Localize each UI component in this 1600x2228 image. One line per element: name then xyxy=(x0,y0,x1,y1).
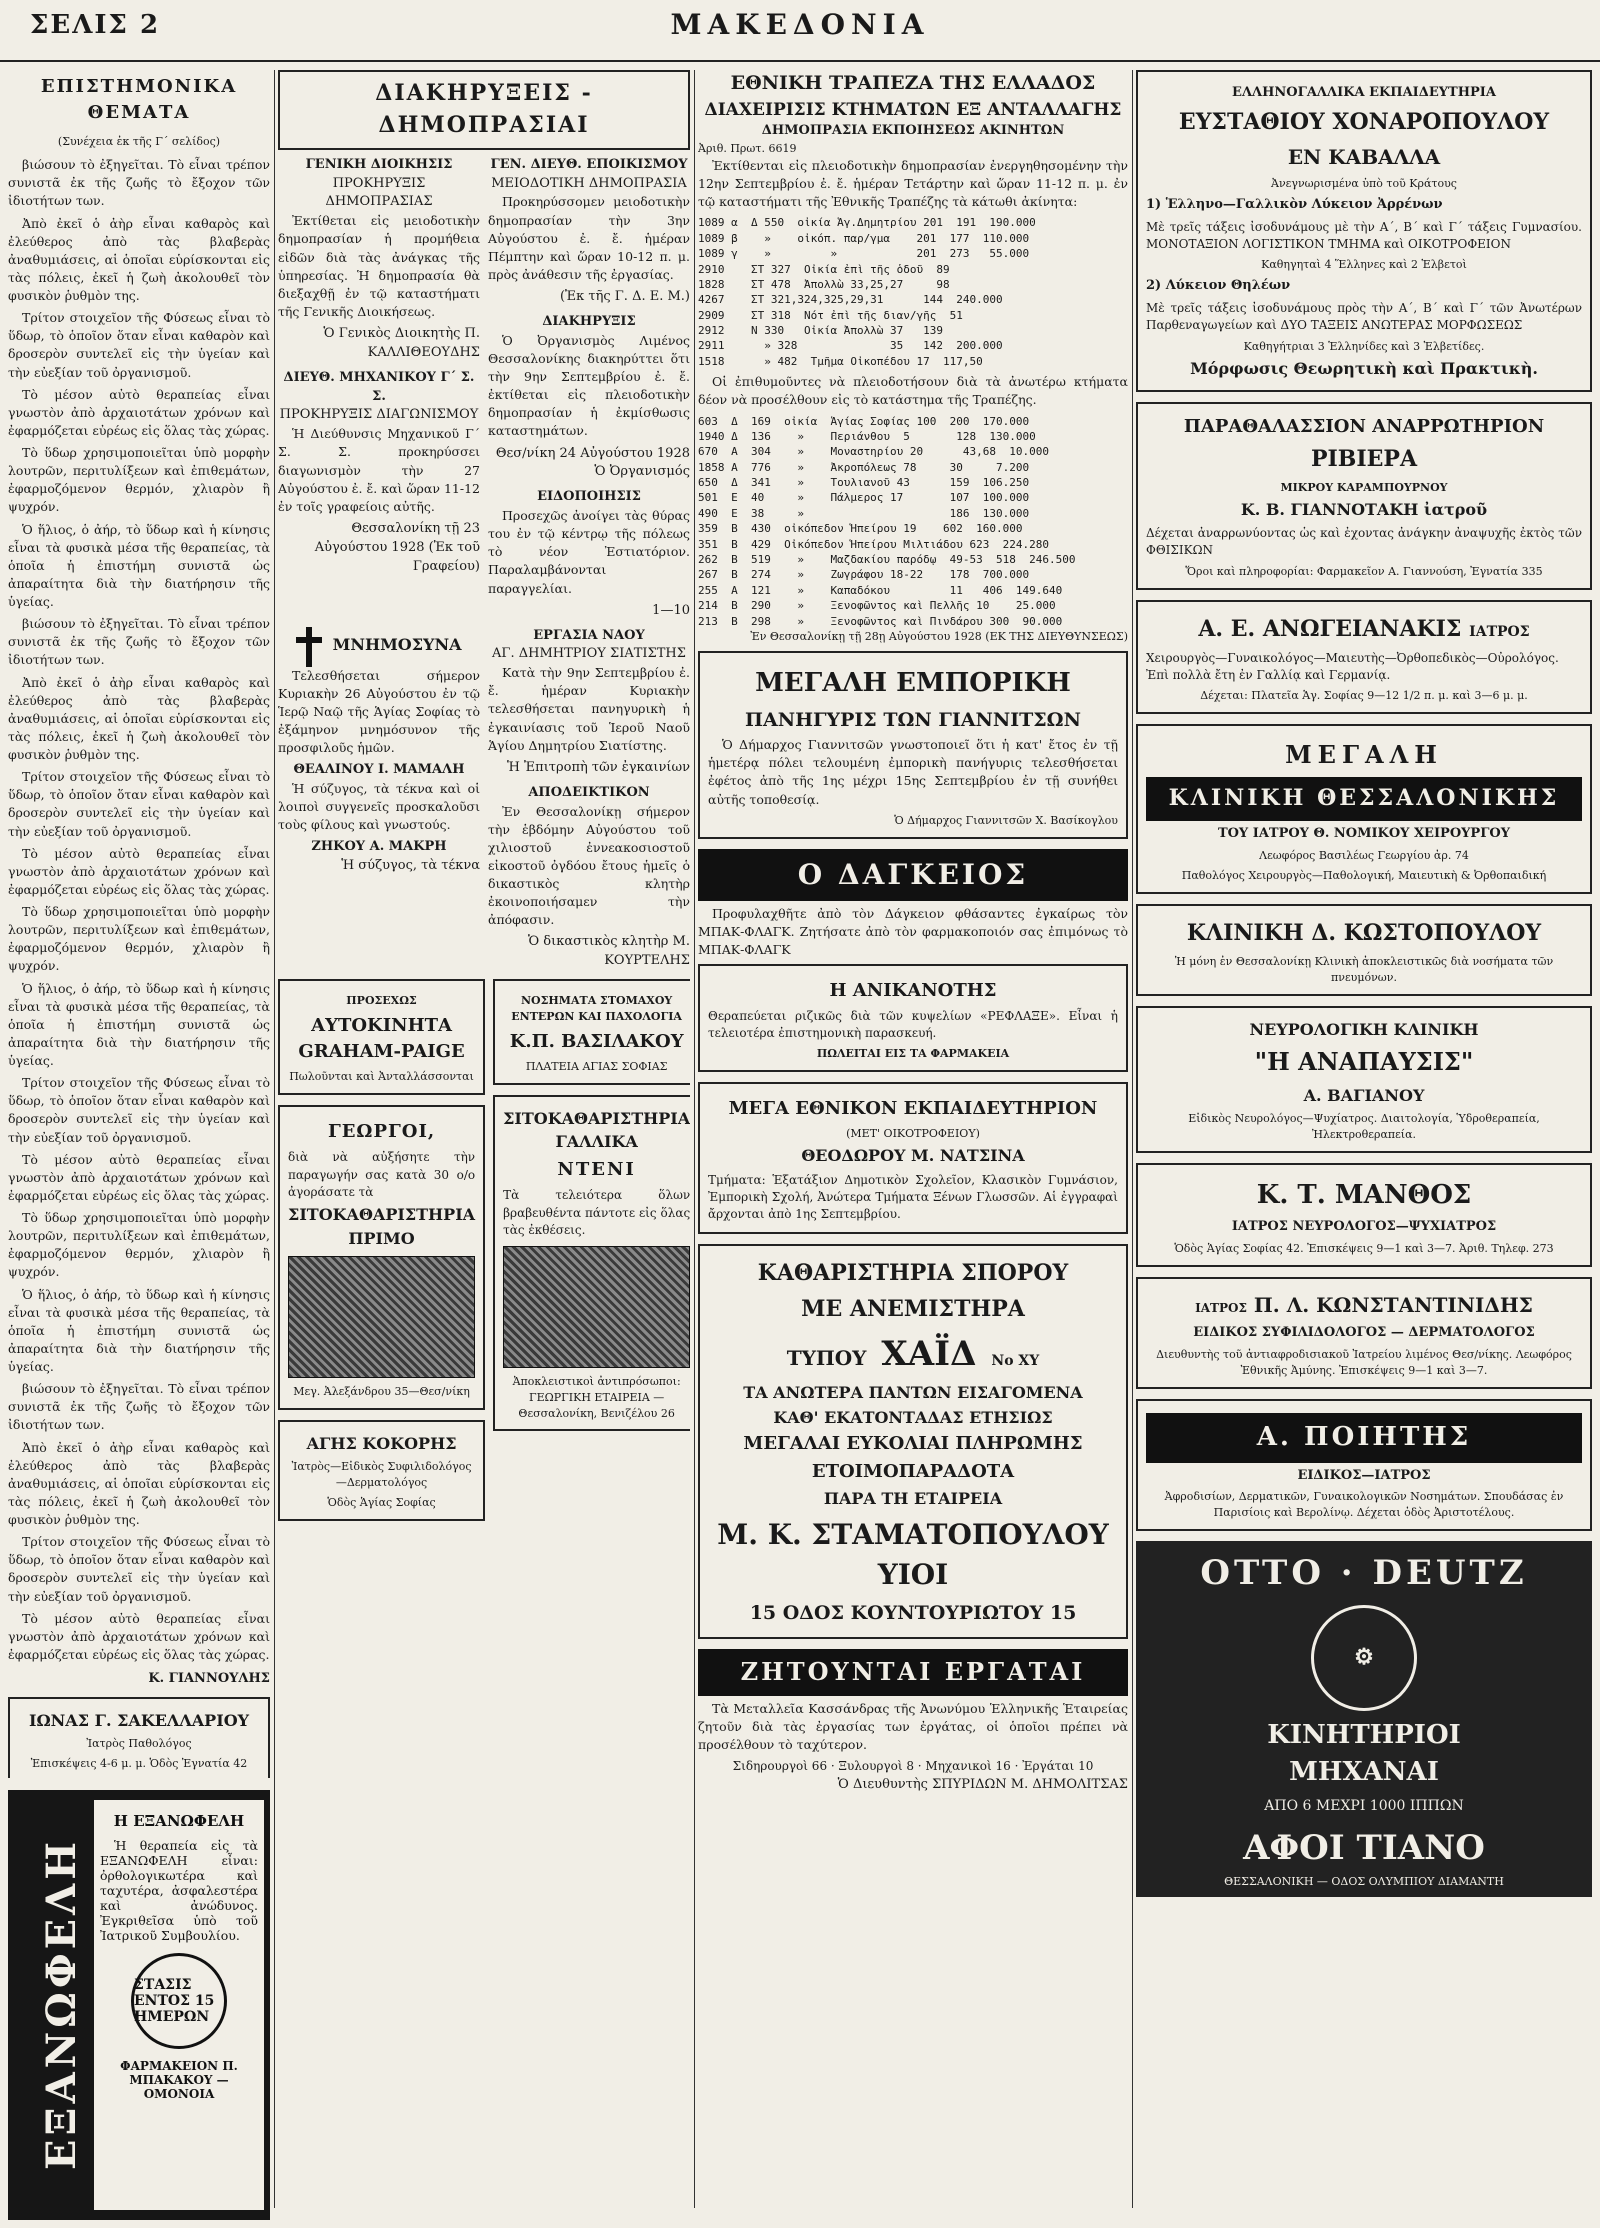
natsina-text: Τμήματα: Ἑξατάξιον Δημοτικὸν Σχολεῖον, Κλασικὸν Γυμνάσιον, Ἐμπορικὴ Σχολή, Ἀνώτερα Τμήματα Ξένων Γλωσσῶν. Αἱ ἐγγραφαὶ ἄρχονται ἀπὸ 1ης Σεπτεμβρίου. xyxy=(708,1172,1118,1222)
doctor-hours: Ἐπισκέψεις 4-6 μ. μ. Ὁδὸς Ἐγνατία 42 xyxy=(30,1756,248,1770)
exanofeli-footer: ΦΑΡΜΑΚΕΙΟΝ Π. ΜΠΑΚΑΚΟΥ — ΟΜΟΝΟΙΑ xyxy=(120,2059,238,2101)
property-row: 2912 Ν 330 Οἰκία Ἀπολλὼ 37 139 xyxy=(698,324,944,338)
otto-brand: OTTO · DEUTZ xyxy=(1200,1553,1528,1594)
vasilakou-address: ΠΛΑΤΕΙΑ ΑΓΙΑΣ ΣΟΦΙΑΣ xyxy=(525,1060,668,1074)
exanofeli-title: Η ΕΞΑΝΩΦΕΛΗ xyxy=(113,1812,245,1830)
tender-text: Προκηρύσσομεν μειοδοτικὴν δημοπρασίαν τὴν 3ην Αὐγούστου ἐ. ἔ. ἡμέραν Πέμπτην καὶ ὥραν 10-12 π. μ. πρὸς ἀνάθεσιν τῆς ἐργασίας. xyxy=(488,194,690,282)
impotence-ad xyxy=(698,964,1128,1073)
article-signature: Κ. ΓΙΑΝΝΟΥΛΗΣ xyxy=(148,1671,270,1686)
anogeianakis-text: Χειρουργὸς—Γυναικολόγος—Μαιευτὴς—Ὀρθοπεδικὸς—Οὐρολόγος. Ἐπὶ πολλὰ ἔτη ἐν Γαλλίᾳ καὶ Γερμανίᾳ. xyxy=(1146,650,1559,683)
bank-title: ΕΘΝΙΚΗ ΤΡΑΠΕΖΑ ΤΗΣ ΕΛΛΑΔΟΣ xyxy=(730,72,1096,94)
georgoi-product: ΣΙΤΟΚΑΘΑΡΙΣΤΗΡΙΑ ΠΡΙΜΟ xyxy=(288,1205,476,1248)
article-paragraph: Τὸ μέσον αὐτὸ θεραπείας εἶναι γνωστὸν ἀπὸ ἀρχαιοτάτων χρόνων καὶ ἐφαρμόζεται εὐρέως εἰς ὅλας τὰς χώρας. xyxy=(8,386,270,438)
konstantinidis-name-row xyxy=(1146,1291,1582,1320)
notice-title: ΔΙΑΚΗΡΥΞΙΣ xyxy=(542,313,636,329)
fair-sign: Ὁ Δήμαρχος Γιαννιτσῶν Χ. Βασίκογλου xyxy=(894,813,1118,827)
church-sign: Ἡ Ἐπιτροπὴ τῶν ἐγκαινίων xyxy=(507,759,690,775)
school-sub: Ἀνεγνωρισμένα ὑπὸ τοῦ Κράτους xyxy=(1271,176,1457,190)
otto-title2: ΜΗΧΑΝΑΙ xyxy=(1289,1757,1439,1788)
bank-text: Ἐκτίθενται εἰς πλειοδοτικὴν δημοπρασίαν ἐνεργηθησομένην τὴν 12ην Σεπτεμβρίου ἐ. ἔ. ἡμέραν Τετάρτην καὶ ὥραν 11-12 π. μ. ἐν τῷ καταστήματι τῆς Ἐθνικῆς Τραπέζης τὰ κάτωθι ἀκίνητα: xyxy=(698,157,1128,210)
seed-l7: ΠΑΡΑ ΤΗ ΕΤΑΙΡΕΙΑ xyxy=(823,1489,1003,1509)
manthos-ad xyxy=(1136,1163,1592,1267)
seed-l4: ΚΑΘ' ΕΚΑΤΟΝΤΑΔΑΣ ΕΤΗΣΙΩΣ xyxy=(773,1408,1053,1428)
column-rule xyxy=(1132,70,1133,2208)
tender-subtitle: ΠΡΟΚΗΡΥΞΙΣ ΔΗΜΟΠΡΑΣΙΑΣ xyxy=(325,175,433,210)
kostopoulou-title: ΚΛΙΝΙΚΗ Δ. ΚΩΣΤΟΠΟΥΛΟΥ xyxy=(1186,919,1542,946)
doctor-name: ΙΩΝΑΣ Γ. ΣΑΚΕΛΛΑΡΙΟΥ xyxy=(28,1710,250,1730)
natsina-school-ad xyxy=(698,1082,1128,1233)
auto-ad-title: ΑΥΤΟΚΙΝΗΤΑ GRAHAM-PAIGE xyxy=(298,1015,465,1063)
seed-type-name: ΧΑΪΔ xyxy=(881,1333,977,1374)
konstantinidis-title: Π. Λ. ΚΩΝΣΤΑΝΤΙΝΙΔΗΣ xyxy=(1253,1293,1533,1318)
property-row: 1089 α Δ 550 οἰκία Ἁγ.Δημητρίου 201 191 190.000 xyxy=(698,216,1036,230)
tender-sign: Θεσσαλονίκη τῇ 23 Αὐγούστου 1928 (Ἐκ τοῦ Γραφείου) xyxy=(314,520,480,574)
notice-title: ΕΙΔΟΠΟΙΗΣΙΣ xyxy=(537,489,641,505)
receipt-title: ΑΠΟΔΕΙΚΤΙΚΟΝ xyxy=(528,784,650,800)
notice-text: Προσεχῶς ἀνοίγει τὰς θύρας του ἐν τῷ κέντρῳ τῆς πόλεως τὸ νέον Ἐστιατόριον. Παραλαμβάνονται παραγγελίαι. xyxy=(488,508,690,596)
konstantinidis-ad xyxy=(1136,1277,1592,1389)
riviera-owner: Κ. Β. ΓΙΑΝΝΟΤΑΚΗ ἰατροῦ xyxy=(1240,499,1488,519)
bank-sub2: ΔΗΜΟΠΡΑΣΙΑ ΕΚΠΟΙΗΣΕΩΣ ΑΚΙΝΗΤΩΝ xyxy=(761,123,1065,139)
neuro-head: ΝΕΥΡΟΛΟΓΙΚΗ ΚΛΙΝΙΚΗ xyxy=(1249,1019,1479,1039)
seed-company: Μ. Κ. ΣΤΑΜΑΤΟΠΟΥΛΟΥ ΥΙΟΙ xyxy=(717,1517,1109,1592)
ntenis-head: ΣΙΤΟΚΑΘΑΡΙΣΤΗΡΙΑ ΓΑΛΛΙΚΑ xyxy=(503,1109,690,1152)
impotence-footer: ΠΩΛΕΙΤΑΙ ΕΙΣ ΤΑ ΦΑΡΜΑΚΕΙΑ xyxy=(816,1047,1010,1061)
kokoris-ad xyxy=(278,1420,485,1521)
seed-type-no: Νο XY xyxy=(991,1352,1040,1369)
nomikos-title: ΚΛΙΝΙΚΗ ΘΕΣΣΑΛΟΝΙΚΗΣ xyxy=(1146,777,1582,821)
workers-list: Σιδηρουργοὶ 66 · Ξυλουργοὶ 8 · Μηχανικοὶ 16 · Ἐργάται 10 xyxy=(732,1759,1094,1774)
tender-sign: Ὁ Γενικὸς Διοικητὴς Π. ΚΑΛΛΙΘΕΟΥΔΗΣ xyxy=(323,326,480,360)
manthos-text: Ὁδὸς Ἁγίας Σοφίας 42. Ἐπισκέψεις 9—1 καὶ 3—7. Ἀριθ. Τηλεφ. 273 xyxy=(1174,1242,1554,1256)
school-title: ΕΥΣΤΑΘΙΟΥ ΧΟΝΑΡΟΠΟΥΛΟΥ xyxy=(1178,108,1550,135)
ntenis-ad xyxy=(493,1095,690,1431)
nomikos-clinic-ad xyxy=(1136,724,1592,893)
neuro-title: "Η ΑΝΑΠΑΥΣΙΣ" xyxy=(1254,1046,1474,1076)
memorial-title: ΜΝΗΜΟΣΥΝΑ xyxy=(332,635,462,655)
kokoris-profession: Ἰατρὸς—Εἰδικὸς Συφιλιδολόγος—Δερματολόγος xyxy=(291,1459,472,1489)
property-row: 213 Β 298 » Ξενοφῶντος καὶ Πινδάρου 300 90.000 xyxy=(698,614,1063,628)
exanofeli-ad xyxy=(8,1790,270,2220)
notice-sign: 1—10 xyxy=(652,602,690,618)
bank-text: Οἱ ἐπιθυμοῦντες νὰ πλειοδοτήσουν διὰ τὰ ἀνωτέρω κτήματα δέον νὰ προσέλθουν εἰς τὸ κατάστημα τῆς Τραπέζης. xyxy=(698,374,1128,408)
property-row: 603 Δ 169 οἰκία Ἁγίας Σοφίας 100 200 170.000 xyxy=(698,414,1030,428)
riviera-place: ΡΙΒΙΕΡΑ xyxy=(1310,446,1418,473)
school-city: ΕΝ ΚΑΒΑΛΛΑ xyxy=(1287,144,1441,169)
page-label: ΣΕΛΙΣ 2 xyxy=(30,10,161,40)
exanofeli-text: Ἡ θεραπεία εἰς τὰ ΕΞΑΝΩΦΕΛΗ εἶναι: ὀρθολογικωτέρα καὶ ταχυτέρα, ἀσφαλεστέρα καὶ ἀνώδυνος. Ἐγκριθεῖσα ὑπὸ τοῦ Ἰατρικοῦ Συμβουλίου. xyxy=(100,1838,258,1943)
school-foot: Μόρφωσις Θεωρητικὴ καὶ Πρακτικὴ. xyxy=(1190,358,1538,378)
seed-line2: ΜΕ ΑΝΕΜΙΣΤΗΡΑ xyxy=(801,1295,1025,1322)
georgoi-title: ΓΕΩΡΓΟΙ, xyxy=(327,1121,436,1143)
notice-sign: Θεσ/νίκη 24 Αὐγούστου 1928 Ὁ Ὀργανισμός xyxy=(495,445,690,480)
anogeianakis-name-row xyxy=(1146,614,1582,646)
ntenis-text: Τὰ τελειότερα ὅλων βραβευθέντα πάντοτε εἰς ὅλας τὰς ἐκθέσεις. xyxy=(503,1188,690,1238)
machine-illustration xyxy=(503,1246,690,1368)
school-section-tail: Καθηγήτριαι 3 Ἑλληνίδες καὶ 3 Ἑλβετίδες. xyxy=(1243,339,1485,353)
school-head: ΕΛΛΗΝΟΓΑΛΛΙΚΑ ΕΚΠΑΙΔΕΥΤΗΡΙΑ xyxy=(1232,85,1496,100)
georgoi-address: Μεγ. Ἀλεξάνδρου 35—Θεσ/νίκη xyxy=(293,1384,470,1398)
article-paragraph: Τὸ μέσον αὐτὸ θεραπείας εἶναι γνωστὸν ἀπὸ ἀρχαιοτάτων χρόνων καὶ ἐφαρμόζεται εὐρέως εἰς ὅλας τὰς χώρας. xyxy=(8,1151,270,1203)
property-row: 214 Β 290 » Ξενοφῶντος καὶ Πελλῆς 10 25.000 xyxy=(698,599,1056,613)
school-section-tail: Καθηγηταὶ 4 Ἕλληνες καὶ 2 Ἑλβετοὶ xyxy=(1261,258,1467,272)
fair-notice xyxy=(698,651,1128,839)
fair-text: Ὁ Δήμαρχος Γιαννιτσῶν γνωστοποιεῖ ὅτι ἡ κατ' ἔτος ἐν τῇ ἡμετέρᾳ πόλει τελουμένη ἐμπορικὴ πανήγυρις τελεσθήσεται ἐφέτος ἀπὸ τῆς 1ης μέχρι 15ης Σεπτεμβρίου ἐν τῇ συνήθει αὐτῆς τοποθεσίᾳ. xyxy=(708,737,1118,807)
column-1 xyxy=(8,70,270,1778)
article-paragraph: Τὸ ὕδωρ χρησιμοποιεῖται ὑπὸ μορφὴν λουτρῶν, περιτυλίξεων καὶ ἐπιθεμάτων, ἐφαρμοζόμενον θερμόν, χλιαρὸν ἢ ψυχρόν. xyxy=(8,904,270,974)
property-row: 1940 Δ 136 » Περιάνθου 5 128 130.000 xyxy=(698,429,1036,443)
seed-type xyxy=(708,1330,1118,1379)
auto-ad-head: ΠΡΟΣΕΧΩΣ xyxy=(346,994,417,1008)
school-section: 2) Λύκειον Θηλέων xyxy=(1146,278,1291,294)
workers-text: Τὰ Μεταλλεῖα Κασσάνδρας τῆς Ἀνωνύμου Ἑλληνικῆς Ἑταιρείας ζητοῦν διὰ τὰς ἐργασίας των ἐργάτας, οἱ ὁποῖοι πρέπει νὰ προσέλθουν τὸ ταχύτερον. xyxy=(698,1701,1128,1753)
article-paragraph: βιώσουν τὸ ἐξηγεῖται. Τὸ εἶναι τρέπον συνιστᾶ ἐκ τῆς ζωῆς τὸ ἔξοχον τῶν ἰδιοτήτων των. xyxy=(8,157,270,209)
exanofeli-tagline: ΣΤΑΣΙΣ ΕΝΤΟΣ 15 ΗΜΕΡΩΝ xyxy=(131,1953,227,2049)
manthos-title: Κ. Τ. ΜΑΝΘΟΣ xyxy=(1256,1179,1472,1210)
ntenis-title: ΝΤΕΝΙ xyxy=(557,1159,636,1181)
vasilakou-ad xyxy=(493,979,690,1085)
natsina-owner: ΘΕΟΔΩΡΟΥ Μ. ΝΑΤΣΙΝΑ xyxy=(801,1146,1025,1166)
church-block xyxy=(488,627,690,972)
nomikos-addr: Λεωφόρος Βασιλέως Γεωργίου ἀρ. 74 xyxy=(1259,848,1469,862)
property-row: 2911 » 328 35 142 200.000 xyxy=(698,339,1003,353)
memorial-sign: Ἡ σύζυγος, τὰ τέκνα xyxy=(341,858,480,874)
property-row: 4267 ΣΤ 321,324,325,29,31 144 240.000 xyxy=(698,293,1003,307)
memorial-text: Τελεσθήσεται σήμερον Κυριακὴν 26 Αὐγούστου ἐν τῷ Ἱερῷ Ναῷ τῆς Ἁγίας Σοφίας τὸ ἐξάμηνον μνημόσυνον τῆς προσφιλοῦς ἡμῶν. xyxy=(278,667,480,756)
property-row: 351 Β 429 Οἰκόπεδον Ἡπείρου Μιλτιάδου 623 224.280 xyxy=(698,537,1049,551)
seed-cleaner-ad xyxy=(698,1244,1128,1640)
kokoris-name: ΑΓΗΣ ΚΟΚΟΡΗΣ xyxy=(306,1433,457,1453)
property-row: 490 Ε 38 » 186 130.000 xyxy=(698,506,1030,520)
kokoris-address: Ὁδὸς Ἁγίας Σοφίας xyxy=(327,1495,436,1509)
fair-subtitle: ΠΑΝΗΓΥΡΙΣ ΤΩΝ ΓΙΑΝΝΙΤΣΩΝ xyxy=(745,708,1081,731)
nomikos-head: ΜΕΓΑΛΗ xyxy=(1285,740,1443,770)
vasilakou-name: Κ.Π. ΒΑΣΙΛΑΚΟΥ xyxy=(509,1030,684,1052)
poiitis-title: Α. ΠΟΙΗΤΗΣ xyxy=(1146,1413,1582,1463)
natsina-title: ΜΕΓΑ ΕΘΝΙΚΟΝ ΕΚΠΑΙΔΕΥΤΗΡΙΟΝ xyxy=(728,1098,1098,1120)
ads-row xyxy=(278,979,690,1531)
section-header xyxy=(278,70,690,150)
notices-row xyxy=(278,627,690,972)
property-row: 267 Β 274 » Ζωγράφου 18-22 178 700.000 xyxy=(698,568,1030,582)
poiitis-ad xyxy=(1136,1399,1592,1531)
memorial-name: ΘΕΑΛΙΝΟΥ Ι. ΜΑΜΑΛΗ xyxy=(293,762,465,778)
otto-city: ΘΕΣΣΑΛΟΝΙΚΗ — ΟΔΟΣ ΟΛΥΜΠΙΟΥ ΔΙΑΜΑΝΤΗ xyxy=(1224,1874,1504,1888)
article-paragraph: Ὁ ἥλιος, ὁ ἀήρ, τὸ ὕδωρ καὶ ἡ κίνησις εἶναι τὰ φυσικὰ μέσα τῆς θεραπείας, τὰ ὁποῖα ἡ ἐπιστήμη συνιστᾶ ὡς ἀπαραίτητα διὰ τὴν διατήρησιν τῆς ὑγείας. xyxy=(8,1286,270,1374)
church-subtitle: ΑΓ. ΔΗΜΗΤΡΙΟΥ ΣΙΑΤΙΣΤΗΣ xyxy=(492,646,686,662)
notice-text: Ὁ Ὀργανισμὸς Λιμένος Θεσσαλονίκης διακηρύττει ὅτι τὴν 9ην Σεπτεμβρίου ἐ. ἔ. ἐκτίθεται εἰς πλειοδοτικὴν δημοπρασίαν ἡ ἐκμίσθωσις καταστημάτων. xyxy=(488,332,690,439)
neuro-owner: Α. ΒΑΓΙΑΝΟΥ xyxy=(1303,1085,1425,1105)
manthos-sub: ΙΑΤΡΟΣ ΝΕΥΡΟΛΟΓΟΣ—ΨΥΧΙΑΤΡΟΣ xyxy=(1231,1219,1497,1235)
bank-subtitle: ΔΙΑΧΕΙΡΙΣΙΣ ΚΤΗΜΑΤΩΝ ΕΞ ΑΝΤΑΛΛΑΓΗΣ xyxy=(704,99,1122,120)
memorial-block xyxy=(278,627,480,972)
property-row: 359 Β 430 οἰκόπεδον Ἡπείρου 19 602 160.000 xyxy=(698,522,1023,536)
property-row: 1089 γ » » 201 273 55.000 xyxy=(698,247,1030,261)
tender-sign: (Ἐκ τῆς Γ. Δ. Ε. Μ.) xyxy=(559,289,690,305)
auto-ad-sub: Πωλοῦνται καὶ Ἀνταλλάσσονται xyxy=(289,1070,474,1084)
masthead xyxy=(0,0,1600,62)
bank-sign: Ἐν Θεσσαλονίκῃ τῇ 28ῃ Αὐγούστου 1928 (ΕΚ ΤΗΣ ΔΙΕΥΘΥΝΣΕΩΣ) xyxy=(750,629,1128,643)
poiitis-text: Ἀφροδισίων, Δερματικῶν, Γυναικολογικῶν Νοσημάτων. Σπουδάσας ἐν Παρισίοις καὶ Βερολίνῳ. Δέχεται ὁδὸς Ἀριστοτέλους. xyxy=(1164,1490,1564,1520)
article-paragraph: βιώσουν τὸ ἐξηγεῖται. Τὸ εἶναι τρέπον συνιστᾶ ἐκ τῆς ζωῆς τὸ ἔξοχον τῶν ἰδιοτήτων των. xyxy=(8,616,270,668)
newspaper-title: ΜΑΚΕΔΟΝΙΑ xyxy=(670,8,930,41)
natsina-sub: (ΜΕΤ' ΟΙΚΟΤΡΟΦΕΙΟΥ) xyxy=(846,1127,980,1141)
column-3 xyxy=(698,70,1128,2208)
section-title: ΔΙΑΚΗΡΥΞΕΙΣ - ΔΗΜΟΠΡΑΣΙΑΙ xyxy=(375,80,593,138)
article-paragraph: Ὁ ἥλιος, ὁ ἀήρ, τὸ ὕδωρ καὶ ἡ κίνησις εἶναι τὰ φυσικὰ μέσα τῆς θεραπείας, τὰ ὁποῖα ἡ ἐπιστήμη συνιστᾶ ὡς ἀπαραίτητα διὰ τὴν διατήρησιν τῆς ὑγείας. xyxy=(8,521,270,609)
property-row: 501 Ε 40 » Πάλμερος 17 107 100.000 xyxy=(698,491,1030,505)
school-section: 1) Ἑλληνο—Γαλλικὸν Λύκειον Ἀρρένων xyxy=(1146,196,1443,212)
seed-l5: ΜΕΓΑΛΑΙ ΕΥΚΟΛΙΑΙ ΠΛΗΡΩΜΗΣ xyxy=(743,1433,1083,1455)
neuro-clinic-ad xyxy=(1136,1006,1592,1153)
column-rule xyxy=(694,70,695,2208)
article-paragraph: Τὸ ὕδωρ χρησιμοποιεῖται ὑπὸ μορφὴν λουτρῶν, περιτυλίξεων καὶ ἐπιθεμάτων, ἐφαρμοζόμενον θερμόν, χλιαρὸν ἢ ψυχρόν. xyxy=(8,1210,270,1280)
otto-deutz-ad xyxy=(1136,1541,1592,1897)
impotence-title: Η ΑΝΙΚΑΝΟΤΗΣ xyxy=(829,979,997,1001)
column-4 xyxy=(1136,70,1592,2208)
tender-block xyxy=(488,156,690,621)
konstantinidis-text: Διευθυντὴς τοῦ ἀντιαφροδισιακοῦ Ἰατρείου λιμένος Θεσ/νίκης. Λεωφόρος Ἐθνικῆς Ἀμύνης. Ἐπισκέψεις 9—1 καὶ 3—7. xyxy=(1156,1347,1572,1377)
fair-title: ΜΕΓΑΛΗ ΕΜΠΟΡΙΚΗ xyxy=(755,667,1071,698)
tender-subtitle: ΠΡΟΚΗΡΥΞΙΣ ΔΙΑΓΩΝΙΣΜΟΥ xyxy=(279,407,479,423)
exanofeli-vertical-title: ΕΞΑΝΩΦΕΛΗ xyxy=(38,1838,85,2170)
tender-title: ΔΙΕΥΘ. ΜΗΧΑΝΙΚΟΥ Γ΄ Σ. Σ. xyxy=(283,369,475,404)
georgoi-ad xyxy=(278,1105,485,1410)
property-row: 670 Α 304 » Μοναστηρίου 20 43,68 10.000 xyxy=(698,445,1049,459)
article-paragraph: Τρίτον στοιχεῖον τῆς Φύσεως εἶναι τὸ ὕδωρ, τὸ ὁποῖον ὅταν εἶναι καθαρὸν καὶ δροσερὸν συντελεῖ εἰς τὴν ὑγείαν καὶ τὴν εὐεξίαν τοῦ ὀργανισμοῦ. xyxy=(8,1534,270,1604)
ntenis-footer: Ἀποκλειστικοὶ ἀντιπρόσωποι: ΓΕΩΡΓΙΚΗ ΕΤΑΙΡΕΙΑ — Θεσσαλονίκη, Βενιζέλου 26 xyxy=(512,1374,681,1420)
property-row: 255 Α 121 » Καπαδόκου 11 406 149.640 xyxy=(698,583,1063,597)
tender-title: ΓΕΝΙΚΗ ΔΙΟΙΚΗΣΙΣ xyxy=(305,156,453,172)
dengue-text: Προφυλαχθῆτε ἀπὸ τὸν Δάγκειον φθάσαντες ἐγκαίρως τὸν ΜΠΑΚ-ΦΛΑΓΚ. Ζητήσατε ἀπὸ τὸν φαρμακοποιόν σας ἐπιμόνως τὸ ΜΠΑΚ-ΦΛΑΓΚ xyxy=(698,906,1128,958)
article-paragraph: Τὸ μέσον αὐτὸ θεραπείας εἶναι γνωστὸν ἀπὸ ἀρχαιοτάτων χρόνων καὶ ἐφαρμόζεται εὐρέως εἰς ὅλας τὰς χώρας. xyxy=(8,1610,270,1662)
tender-text: Ἡ Διεύθυνσις Μηχανικοῦ Γ΄ Σ. Σ. προκηρύσσει διαγωνισμὸν τὴν 27 Αὐγούστου ἐ. ἔ. καὶ ὥραν 11-12 ἐν τοῖς γραφείοις αὐτῆς. xyxy=(278,426,480,514)
church-title: ΕΡΓΑΣΙΑ ΝΑΟΥ xyxy=(533,627,645,643)
tender-title: ΓΕΝ. ΔΙΕΥΘ. ΕΠΟΙΚΙΣΜΟΥ xyxy=(490,156,688,172)
tender-row xyxy=(278,156,690,621)
anogeianakis-ad xyxy=(1136,600,1592,715)
vasilakou-head: ΝΟΣΗΜΑΤΑ ΣΤΟΜΑΧΟΥ ΕΝΤΕΡΩΝ ΚΑΙ ΠΑΧΟΛΟΓΙΑ xyxy=(511,994,682,1024)
bank-notice xyxy=(698,70,1128,645)
anogeianakis-hours: Δέχεται: Πλατεῖα Ἁγ. Σοφίας 9—12 1/2 π. μ. καὶ 3—6 μ. μ. xyxy=(1200,689,1528,703)
dengue-title: Ο ΔΑΓΚΕΙΟΣ xyxy=(698,849,1128,902)
engine-emblem-icon: ⚙ xyxy=(1311,1605,1417,1711)
receipt-text: Ἐν Θεσσαλονίκῃ σήμερον τὴν ἑβδόμην Αὐγούστου τοῦ χιλιοστοῦ ἐννεακοσιοστοῦ εἰκοστοῦ ὀγδόου ἔτους ἡμεῖς ὁ δικαστικὸς κλητὴρ ἐκοινοποιήσαμεν τὴν ἀπόφασιν. xyxy=(488,803,690,928)
workers-title: ΖΗΤΟΥΝΤΑΙ ΕΡΓΑΤΑΙ xyxy=(698,1649,1128,1696)
otto-title1: ΚΙΝΗΤΗΡΙΟΙ xyxy=(1267,1719,1461,1750)
anogeianakis-name: Α. Ε. ΑΝΩΓΕΙΑΝΑΚΙΣ xyxy=(1198,615,1462,642)
memorial-name: ΖΗΚΟΥ Α. ΜΑΚΡΗ xyxy=(311,839,447,855)
otto-range: ΑΠΟ 6 ΜΕΧΡΙ 1000 ΙΠΠΩΝ xyxy=(1264,1797,1464,1814)
riviera-ad xyxy=(1136,402,1592,590)
article-paragraph: Ἀπὸ ἐκεῖ ὁ ἀὴρ εἶναι καθαρὸς καὶ ἐλεύθερος ἀπὸ τὰς βλαβερὰς ἀναθυμιάσεις, αἱ ὁποῖαι εὑρίσκονται εἰς τὰς πόλεις, ἐκεῖ ἡ ζωὴ ἀκολουθεῖ τὸν φυσικὸν ῥυθμὸν της. xyxy=(8,215,270,303)
memorial-header xyxy=(278,627,480,667)
nomikos-spec: Παθολόγος Χειρουργὸς—Παθολογική, Μαιευτικὴ & Ὀρθοπαιδική xyxy=(1181,868,1547,882)
column-2 xyxy=(278,70,690,2208)
bank-protocol: Ἀριθ. Πρωτ. 6619 xyxy=(698,142,797,156)
riviera-info: Ὅροι καὶ πληροφορίαι: Φαρμακεῖον Α. Γιαννούση, Ἐγνατία 335 xyxy=(1185,564,1543,578)
column-rule xyxy=(274,70,275,2208)
property-row: 1518 » 482 Τμῆμα Οἰκοπέδου 17 117,50 xyxy=(698,354,983,368)
anogeianakis-suffix: ΙΑΤΡΟΣ xyxy=(1469,623,1530,640)
machine-illustration xyxy=(288,1256,475,1378)
dengue-ad xyxy=(698,849,1128,960)
seed-type-label: ΤΥΠΟΥ xyxy=(786,1345,867,1370)
property-row: 1828 ΣΤ 478 Ἀπολλὼ 33,25,27 98 xyxy=(698,277,950,291)
konstantinidis-sub: ΕΙΔΙΚΟΣ ΣΥΦΙΛΙΔΟΛΟΓΟΣ — ΔΕΡΜΑΤΟΛΟΓΟΣ xyxy=(1193,1325,1535,1341)
otto-seller: ΑΦΟΙ ΤΙΑΝΟ xyxy=(1243,1828,1485,1869)
nomikos-sub: ΤΟΥ ΙΑΤΡΟΥ Θ. ΝΟΜΙΚΟΥ ΧΕΙΡΟΥΡΓΟΥ xyxy=(1217,826,1511,842)
riviera-text: Δέχεται ἀναρρωνύοντας ὡς καὶ ἐχοντας ἀνάγκην ἀναψυχῆς ἐκτὸς τῶν ΦΘΙΣΙΚΩΝ xyxy=(1146,526,1582,558)
article-paragraph: Τρίτον στοιχεῖον τῆς Φύσεως εἶναι τὸ ὕδωρ, τὸ ὁποῖον ὅταν εἶναι καθαρὸν καὶ δροσερὸν συντελεῖ εἰς τὴν ὑγείαν καὶ τὴν εὐεξίαν τοῦ ὀργανισμοῦ. xyxy=(8,310,270,380)
school-section-text: Μὲ τρεῖς τάξεις ἰσοδυνάμους πρὸς τὴν Α΄, Β΄ καὶ Γ΄ τῶν Ἀνωτέρων Παρθεναγωγείων καὶ ΔΥΟ ΤΑΞΕΙΣ ΑΝΩΤΕΡΑΣ ΜΟΡΦΩΣΕΩΣ xyxy=(1146,301,1582,333)
konstantinidis-pre: ΙΑΤΡΟΣ xyxy=(1195,1301,1247,1316)
riviera-title: ΠΑΡΑΘΑΛΑΣΣΙΟΝ ΑΝΑΡΡΩΤΗΡΙΟΝ xyxy=(1183,415,1545,437)
receipt-sign: Ὁ δικαστικὸς κλητὴρ Μ. ΚΟΥΡΤΕΛΗΣ xyxy=(527,934,690,969)
property-row: 1858 Α 776 » Ἀκροπόλεως 78 30 7.200 xyxy=(698,460,1030,474)
cross-icon xyxy=(296,627,322,667)
riviera-sub: ΜΙΚΡΟΥ ΚΑΡΑΜΠΟΥΡΝΟΥ xyxy=(1280,480,1448,494)
kostopoulou-clinic-ad xyxy=(1136,904,1592,996)
school-section-text: Μὲ τρεῖς τάξεις ἰσοδυνάμους μὲ τὴν Α΄, Β΄ καὶ Γ΄ τάξεις Γυμνασίου. ΜΟΝΟΤΑΞΙΟΝ ΛΟΓΙΣΤΙΚΟΝ ΤΜΗΜΑ καὶ ΟΙΚΟΤΡΟΦΕΙΟΝ xyxy=(1146,219,1582,251)
exanofeli-ad-body xyxy=(94,1800,264,2210)
neuro-text: Εἰδικὸς Νευρολόγος—Ψυχίατρος. Διαιτολογία, Ὑδροθεραπεία, Ἠλεκτροθεραπεία. xyxy=(1188,1111,1540,1141)
memorial-text: Ἡ σύζυγος, τὰ τέκνα καὶ οἱ λοιποὶ συγγενεῖς προσκαλοῦσι τοὺς φίλους καὶ γνωστούς. xyxy=(278,781,480,833)
property-row: 1089 β » οἰκόπ. παρ/γμα 201 177 110.000 xyxy=(698,231,1030,245)
seed-line1: ΚΑΘΑΡΙΣΤΗΡΙΑ ΣΠΟΡΟΥ xyxy=(757,1259,1069,1286)
article-subtitle: (Συνέχεια ἐκ τῆς Γ΄ σελίδος) xyxy=(57,135,221,149)
article-paragraph: Ὁ ἥλιος, ὁ ἀήρ, τὸ ὕδωρ καὶ ἡ κίνησις εἶναι τὰ φυσικὰ μέσα τῆς θεραπείας, τὰ ὁποῖα ἡ ἐπιστήμη συνιστᾶ ὡς ἀπαραίτητα διὰ τὴν διατήρησιν τῆς ὑγείας. xyxy=(8,980,270,1068)
georgoi-text: διὰ νὰ αὐξήσητε τὴν παραγωγήν σας κατὰ 30 ο/ο ἀγοράσατε τὰ xyxy=(288,1150,476,1200)
article-paragraph: βιώσουν τὸ ἐξηγεῖται. Τὸ εἶναι τρέπον συνιστᾶ ἐκ τῆς ζωῆς τὸ ἔξοχον τῶν ἰδιοτήτων των. xyxy=(8,1381,270,1433)
property-row: 2909 ΣΤ 318 Νότ ἐπὶ τῆς διαν/γῆς 51 xyxy=(698,308,963,322)
article-paragraph: Τὸ ὕδωρ χρησιμοποιεῖται ὑπὸ μορφὴν λουτρῶν, περιτυλίξεων καὶ ἐπιθεμάτων, ἐφαρμοζόμενον θερμόν, χλιαρὸν ἢ ψυχρόν. xyxy=(8,445,270,515)
article-paragraph: Ἀπὸ ἐκεῖ ὁ ἀὴρ εἶναι καθαρὸς καὶ ἐλεύθερος ἀπὸ τὰς βλαβερὰς ἀναθυμιάσεις, αἱ ὁποῖαι εὑρίσκονται εἰς τὰς πόλεις, ἐκεῖ ἡ ζωὴ ἀκολουθεῖ τὸν φυσικὸν ῥυθμὸν της. xyxy=(8,1439,270,1527)
article-paragraph: Ἀπὸ ἐκεῖ ὁ ἀὴρ εἶναι καθαρὸς καὶ ἐλεύθερος ἀπὸ τὰς βλαβερὰς ἀναθυμιάσεις, αἱ ὁποῖαι εὑρίσκονται εἰς τὰς πόλεις, ἐκεῖ ἡ ζωὴ ἀκολουθεῖ τὸν φυσικὸν ῥυθμὸν της. xyxy=(8,674,270,762)
ads-left xyxy=(278,979,485,1531)
chonaropoulos-school-ad xyxy=(1136,70,1592,392)
workers-notice xyxy=(698,1649,1128,1794)
kostopoulou-text: Ἡ μόνη ἐν Θεσσαλονίκῃ Κλινικὴ ἀποκλειστικῶς διὰ νοσήματα τῶν πνευμόνων. xyxy=(1174,954,1554,984)
doctor-ad xyxy=(8,1697,270,1778)
tender-text: Ἐκτίθεται εἰς μειοδοτικὴν δημοπρασίαν ἡ προμήθεια εἰδῶν διὰ τὰς ἀνάγκας τῆς ὑπηρεσίας. Ἡ δημοπρασία θὰ διεξαχθῇ ἐν τῷ καταστήματι τῆς Γενικῆς Διοικήσεως. xyxy=(278,213,480,319)
property-row: 262 Β 519 » Μαζδακίου παρόδῳ 49-53 518 246.500 xyxy=(698,553,1076,567)
seed-l3: ΤΑ ΑΝΩΤΕΡΑ ΠΑΝΤΩΝ ΕΙΣΑΓΟΜΕΝΑ xyxy=(743,1382,1083,1402)
seed-address: 15 ΟΔΟΣ ΚΟΥΝΤΟΥΡΙΩΤΟΥ 15 xyxy=(749,1601,1077,1624)
property-row: 650 Δ 341 » Τουλιανοῦ 43 159 106.250 xyxy=(698,476,1030,490)
article-paragraph: Τὸ μέσον αὐτὸ θεραπείας εἶναι γνωστὸν ἀπὸ ἀρχαιοτάτων χρόνων καὶ ἐφαρμόζεται εὐρέως εἰς ὅλας τὰς χώρας. xyxy=(8,845,270,897)
poiitis-sub: ΕΙΔΙΚΟΣ—ΙΑΤΡΟΣ xyxy=(1297,1467,1431,1483)
ads-right xyxy=(493,979,690,1531)
property-row: 2910 ΣΤ 327 Οἰκία ἐπὶ τῆς ὁδοῦ 89 xyxy=(698,262,950,276)
doctor-profession: Ἰατρὸς Παθολόγος xyxy=(86,1737,192,1751)
workers-sign: Ὁ Διευθυντὴς ΣΠΥΡΙΔΩΝ Μ. ΔΗΜΟΛΙΤΣΑΣ xyxy=(837,1776,1128,1792)
tender-subtitle: ΜΕΙΟΔΟΤΙΚΗ ΔΗΜΟΠΡΑΣΙΑ xyxy=(491,175,687,191)
tender-block xyxy=(278,156,480,621)
impotence-text: Θεραπεύεται ριζικῶς διὰ τῶν κυψελίων «ΡΕΦΛΑΞΕ». Εἶναι ἡ τελειοτέρα ἐπιστημονικὴ παρασκευή. xyxy=(708,1008,1118,1041)
seed-l6: ΕΤΟΙΜΟΠΑΡΑΔΟΤΑ xyxy=(811,1461,1015,1483)
church-text: Κατὰ τὴν 9ην Σεπτεμβρίου ἐ. ἔ. ἡμέραν Κυριακὴν τελεσθήσεται πανηγυρικὴ ἡ ἐγκαινίασις τοῦ Ἱεροῦ Ναοῦ Ἁγίου Δημητρίου Σιατίστης. xyxy=(488,665,690,753)
article-paragraph: Τρίτον στοιχεῖον τῆς Φύσεως εἶναι τὸ ὕδωρ, τὸ ὁποῖον ὅταν εἶναι καθαρὸν καὶ δροσερὸν συντελεῖ εἰς τὴν ὑγείαν καὶ τὴν εὐεξίαν τοῦ ὀργανισμοῦ. xyxy=(8,769,270,839)
article-paragraph: Τρίτον στοιχεῖον τῆς Φύσεως εἶναι τὸ ὕδωρ, τὸ ὁποῖον ὅταν εἶναι καθαρὸν καὶ δροσερὸν συντελεῖ εἰς τὴν ὑγείαν καὶ τὴν εὐεξίαν τοῦ ὀργανισμοῦ. xyxy=(8,1075,270,1145)
auto-ad xyxy=(278,979,485,1095)
article-title: ΕΠΙΣΤΗΜΟΝΙΚΑ ΘΕΜΑΤΑ xyxy=(40,76,238,124)
